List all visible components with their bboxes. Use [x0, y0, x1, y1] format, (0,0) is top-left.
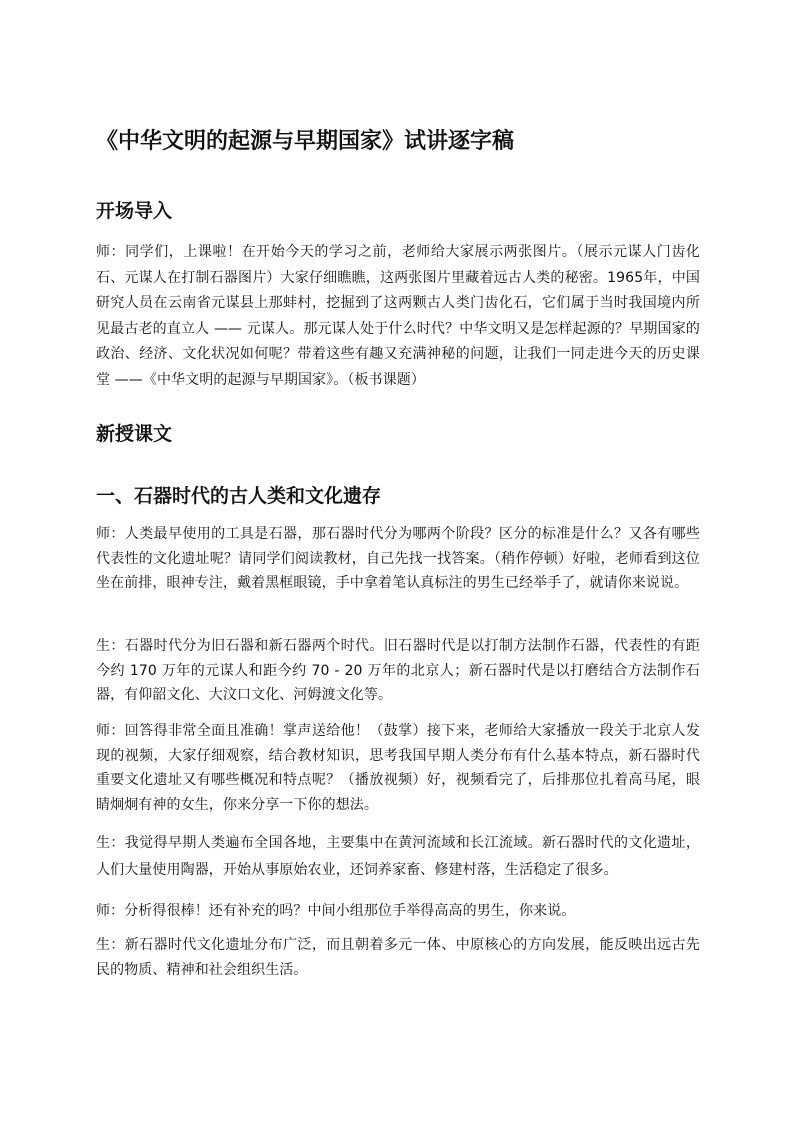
dialogue-paragraph: 生：我觉得早期人类遍布全国各地，主要集中在黄河流域和长江流域。新石器时代的文化遗址，人们大量使用陶器，开始从事原始农业，还饲养家畜、修建村落，生活稳定了很多。 [96, 835, 700, 878]
section-heading-intro: 开场导入 [96, 200, 173, 222]
section-heading-new-lesson: 新授课文 [96, 423, 173, 445]
dialogue-paragraph: 生：石器时代分为旧石器和新石器两个时代。旧石器时代是以打制方法制作石器，代表性的有距今约 170 万年的元谋人和距今约 70 - 20 万年的北京人；新石器时代是以打磨结合方法制作石器，有仰韶文化、大汶口文化、河姆渡文化等。 [96, 638, 700, 703]
section-heading-part-one: 一、石器时代的古人类和文化遗存 [96, 485, 382, 507]
intro-paragraph: 师：同学们，上课啦！在开始今天的学习之前，老师给大家展示两张图片。（展示元谋人门齿化石、元谋人在打制石器图片）大家仔细瞧瞧，这两张图片里藏着远古人类的秘密。1965年，中国研究人员在云南省元谋县上那蚌村，挖掘到了这两颗古人类门齿化石，它们属于当时我国境内所见最古老的直立人 —— 元谋人。那元谋人处于什么时代？中华文明又是怎样起源的？早期国家的政治、经济、文化状况如何呢？带着这些有趣又充满神秘的问题，让我们一同走进今天的历史课堂 ——《中华文明的起源与早期国家》。（板书课题） [96, 244, 700, 388]
dialogue-paragraph: 生：新石器时代文化遗址分布广泛，而且朝着多元一体、中原核心的方向发展，能反映出远古先民的物质、精神和社会组织生活。 [96, 937, 700, 978]
dialogue-paragraph: 师：人类最早使用的工具是石器，那石器时代分为哪两个阶段？区分的标准是什么？又各有哪些代表性的文化遗址呢？请同学们阅读教材，自己先找一找答案。（稍作停顿）好啦，老师看到这位坐在前排，眼神专注，戴着黑框眼镜，手中拿着笔认真标注的男生已经举手了，就请你来说说。 [96, 526, 700, 591]
document-title: 《中华文明的起源与早期国家》试讲逐字稿 [96, 129, 515, 154]
dialogue-paragraph: 师：分析得很棒！还有补充的吗？中间小组那位手举得高高的男生，你来说。 [96, 903, 576, 919]
dialogue-paragraph: 师：回答得非常全面且准确！掌声送给他！（鼓掌）接下来，老师给大家播放一段关于北京人发现的视频，大家仔细观察，结合教材知识，思考我国早期人类分布有什么基本特点，新石器时代重要文化遗址又有哪些概况和特点呢？（播放视频）好，视频看完了，后排那位扎着高马尾，眼睛炯炯有神的女生，你来分享一下你的想法。 [96, 723, 700, 813]
